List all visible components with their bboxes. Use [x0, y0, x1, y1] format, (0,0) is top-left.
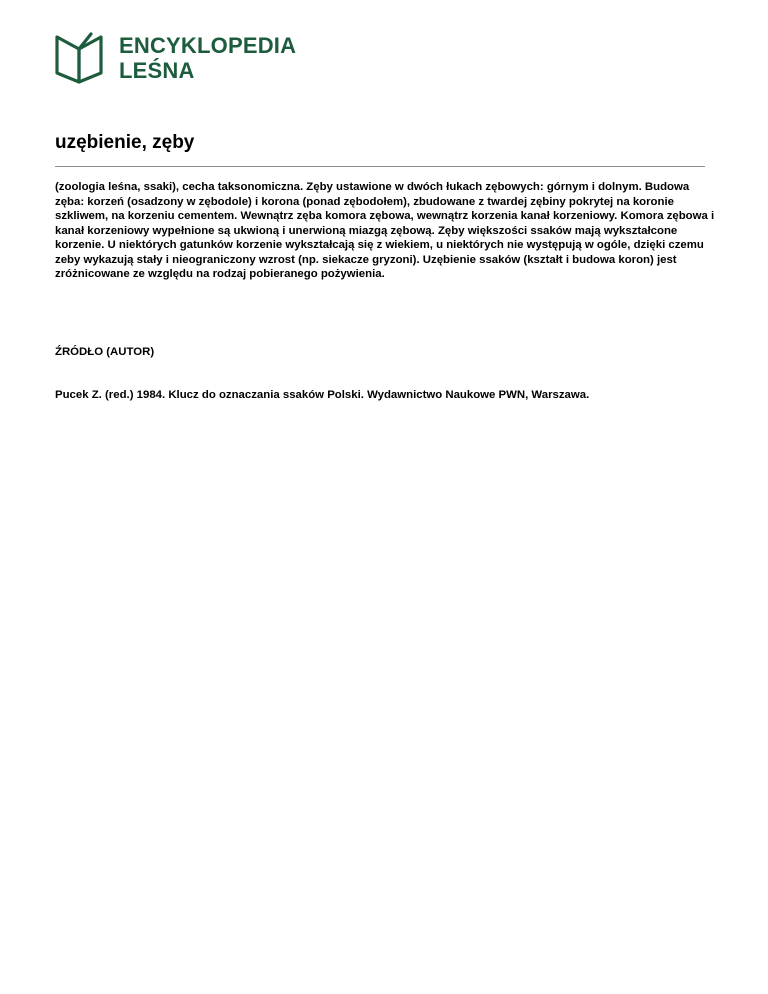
open-book-icon	[54, 32, 104, 84]
source-heading: ŹRÓDŁO (AUTOR)	[55, 346, 155, 358]
brand-line-2: LEŚNA	[119, 58, 195, 83]
brand-wordmark	[119, 33, 296, 83]
page-title: uzębienie, zęby	[55, 132, 195, 153]
article-body: (zoologia leśna, ssaki), cecha taksonomiczna. Zęby ustawione w dwóch łukach zębowych: górnym i dolnym. Budowa zęba: korzeń (osadzony w zębodole) i korona (ponad zębodołem), zbudowane z twardej zębiny pokrytej na koronie szkliwem, na korzeniu cementem. Wewnątrz zęba komora zębowa, wewnątrz korzenia kanał korzeniowy. Komora zębowa i kanał korzeniowy wypełnione są ukwioną i unerwioną miazgą zębową. Zęby większości ssaków mają wykształcone korzenie. U niektórych gatunków korzenie wykształcają się z wiekiem, u niektórych nie występują w ogóle, dzięki czemu zeby wykazują stały i nieograniczony wzrost (np. siekacze gryzoni). Uzębienie ssaków (kształt i budowa koron) jest zróżnicowane ze względu na rodzaj pobieranego pożywienia.	[55, 181, 715, 280]
title-divider	[55, 166, 705, 167]
brand-logo	[54, 32, 296, 84]
source-citation: Pucek Z. (red.) 1984. Klucz do oznaczania ssaków Polski. Wydawnictwo Naukowe PWN, Warszawa.	[55, 389, 590, 401]
brand-line-1: ENCYKLOPEDIA	[119, 33, 297, 58]
